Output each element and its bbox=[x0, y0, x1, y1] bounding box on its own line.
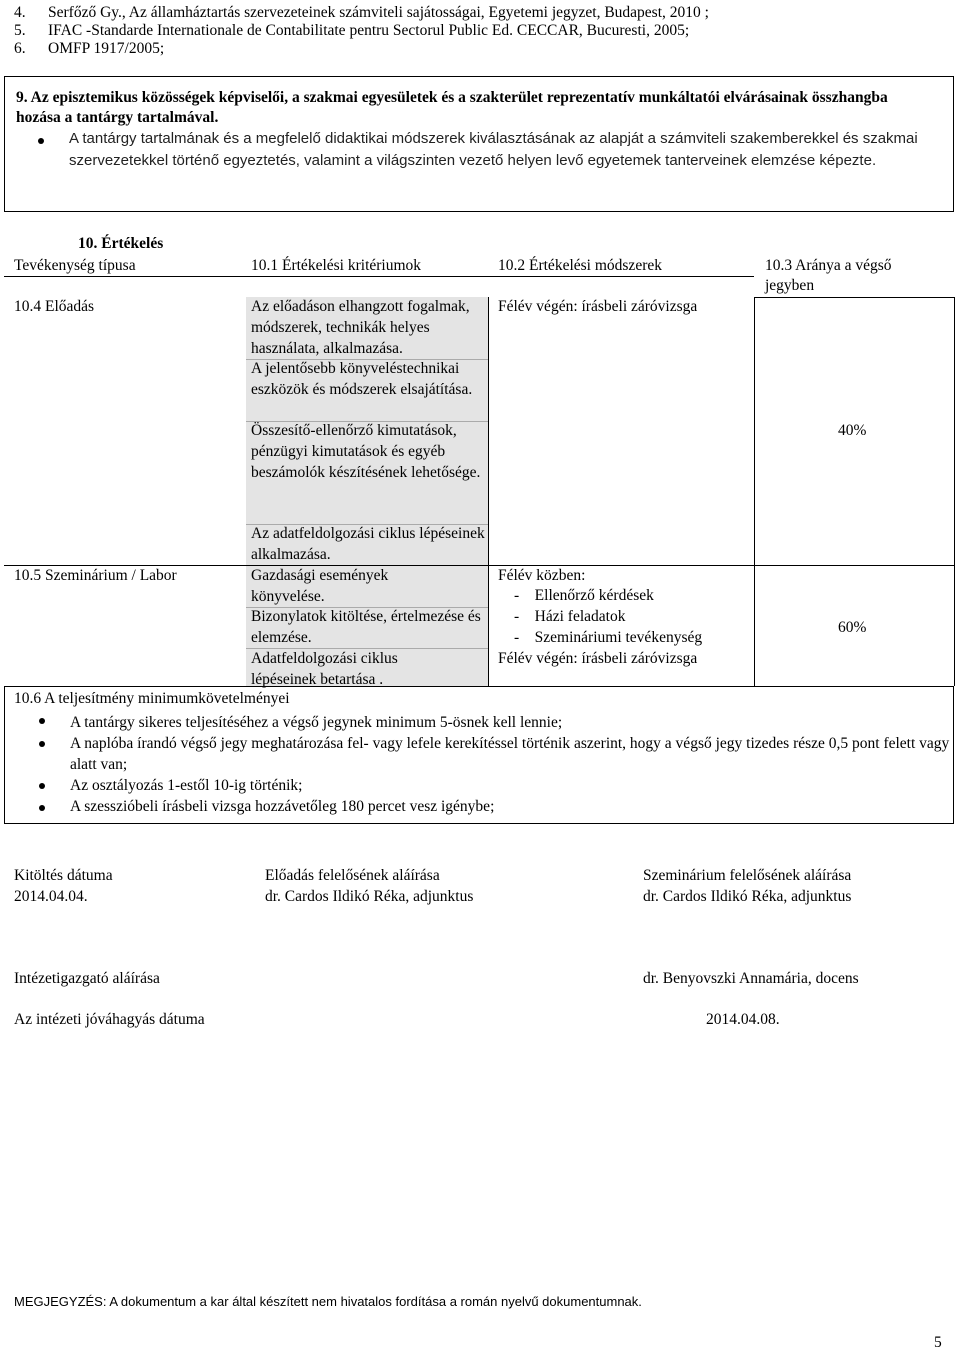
lecture-method: Félév végén: írásbeli záróvizsga bbox=[498, 298, 698, 315]
lecture-signature-label: Előadás felelősének aláírása bbox=[265, 867, 440, 884]
seminar-signature-value: dr. Cardos Ildikó Réka, adjunktus bbox=[643, 888, 852, 905]
lecture-label: 10.4 Előadás bbox=[14, 298, 95, 315]
reference-list bbox=[14, 4, 944, 58]
seminar-method-item: - Házi feladatok bbox=[514, 608, 626, 625]
table-divider bbox=[754, 565, 755, 686]
header-share: 10.3 Aránya a végső jegyben bbox=[765, 257, 892, 294]
seminar-criterion: Bizonylatok kitöltése, értelmezése és elemzése. bbox=[251, 608, 481, 646]
seminar-method-item: - Szemináriumi tevékenység bbox=[514, 629, 703, 646]
director-signature-value: dr. Benyovszki Annamária, docens bbox=[643, 970, 859, 987]
seminar-criterion: Adatfeldolgozási ciklus lépéseinek betartása . bbox=[251, 650, 398, 688]
reference-number: 5. bbox=[14, 22, 26, 39]
lecture-criterion: Az előadáson elhangzott fogalmak, módszerek, technikák helyes használata, alkalmazása. bbox=[251, 298, 470, 357]
reference-item bbox=[14, 22, 944, 40]
bullet-icon bbox=[39, 741, 45, 747]
header-criteria: 10.1 Értékelési kritériumok bbox=[251, 257, 422, 274]
reference-text: Serfőző Gy., Az államháztartás szervezeteinek számviteli sajátosságai, Egyetemi jegyzet, Budapest, 2010 ; bbox=[48, 4, 709, 21]
approval-date-value: 2014.04.08. bbox=[706, 1011, 780, 1028]
lecture-share: 40% bbox=[838, 422, 867, 439]
requirement-item: A szesszióbeli írásbeli vizsga hozzávetőleg 180 percet vesz igénybe; bbox=[70, 798, 495, 815]
page-number: 5 bbox=[934, 1334, 942, 1351]
fill-date-value: 2014.04.04. bbox=[14, 888, 88, 905]
header-methods: 10.2 Értékelési módszerek bbox=[498, 257, 662, 274]
bullet-icon bbox=[39, 718, 45, 724]
lecture-criterion: Az adatfeldolgozási ciklus lépéseinek alkalmazása. bbox=[251, 525, 485, 563]
table-divider bbox=[754, 565, 954, 566]
fill-date-label: Kitöltés dátuma bbox=[14, 867, 113, 884]
requirement-item: A tantárgy sikeres teljesítéséhez a végső jegynek minimum 5-ösnek kell lennie; bbox=[70, 714, 563, 731]
translation-note: MEGJEGYZÉS: A dokumentum a kar által készített nem hivatalos fordítása a román nyelvű dokumentumnak. bbox=[14, 1294, 642, 1309]
requirement-item: A naplóba írandó végső jegy meghatározása fel- vagy lefele kerekítéssel történik aszerint, hogy a végső jegy tizedes része 0,5 pont felett vagy alatt van; bbox=[70, 735, 950, 773]
lecture-criterion: A jelentősebb könyveléstechnikai eszközök és módszerek elsajátítása. bbox=[251, 360, 473, 398]
seminar-method-item: - Ellenőrző kérdések bbox=[514, 587, 654, 604]
table-divider bbox=[754, 297, 755, 565]
requirements-list bbox=[70, 712, 950, 817]
seminar-criterion: Gazdasági események könyvelése. bbox=[251, 567, 389, 605]
reference-item bbox=[14, 40, 944, 58]
reference-number: 6. bbox=[14, 40, 26, 57]
bullet-icon bbox=[39, 783, 45, 789]
reference-number: 4. bbox=[14, 4, 26, 21]
table-divider bbox=[488, 297, 489, 686]
table-divider bbox=[754, 297, 954, 298]
lecture-signature-value: dr. Cardos Ildikó Réka, adjunktus bbox=[265, 888, 474, 905]
reference-text: IFAC -Standarde Internationale de Contabilitate pentru Sectorul Public Ed. CECCAR, Bucuresti, 2005; bbox=[48, 22, 690, 39]
table-divider bbox=[4, 276, 754, 277]
seminar-share: 60% bbox=[838, 619, 867, 636]
director-signature-label: Intézetigazgató aláírása bbox=[14, 970, 160, 987]
approval-date-label: Az intézeti jóváhagyás dátuma bbox=[14, 1011, 205, 1028]
requirements-title: 10.6 A teljesítmény minimumkövetelményei bbox=[14, 690, 290, 707]
bullet-icon bbox=[39, 805, 45, 811]
section-10-title: 10. Értékelés bbox=[78, 235, 164, 252]
seminar-method-intro: Félév közben: bbox=[498, 567, 586, 584]
requirement-item: Az osztályozás 1-estől 10-ig történik; bbox=[70, 777, 303, 794]
seminar-method-end: Félév végén: írásbeli záróvizsga bbox=[498, 650, 698, 667]
seminar-label: 10.5 Szeminárium / Labor bbox=[14, 567, 177, 584]
bullet-icon bbox=[38, 138, 44, 144]
reference-item bbox=[14, 4, 944, 22]
header-activity-type: Tevékenység típusa bbox=[14, 257, 136, 274]
section-9-title: 9. Az episztemikus közösségek képviselői, a szakmai egyesületek és a szakterület reprezentatív munkáltatói elvárásainak összhangba hozása a tantárgy tartalmával. bbox=[16, 89, 888, 126]
lecture-criterion: Összesítő-ellenőrző kimutatások, pénzügyi kimutatások és egyéb beszámolók készítésének lehetősége. bbox=[251, 422, 481, 481]
section-9-bullet: A tantárgy tartalmának és a megfelelő didaktikai módszerek kiválasztásának az alapját a számviteli szakemberekkel és szakmai szervezetekkel történő egyeztetés, valamint a világszinten vezető helyen levő egyetemek tanterveinek elemzése képezte. bbox=[69, 130, 918, 169]
seminar-signature-label: Szeminárium felelősének aláírása bbox=[643, 867, 852, 884]
table-divider bbox=[954, 297, 955, 686]
reference-text: OMFP 1917/2005; bbox=[48, 40, 165, 57]
